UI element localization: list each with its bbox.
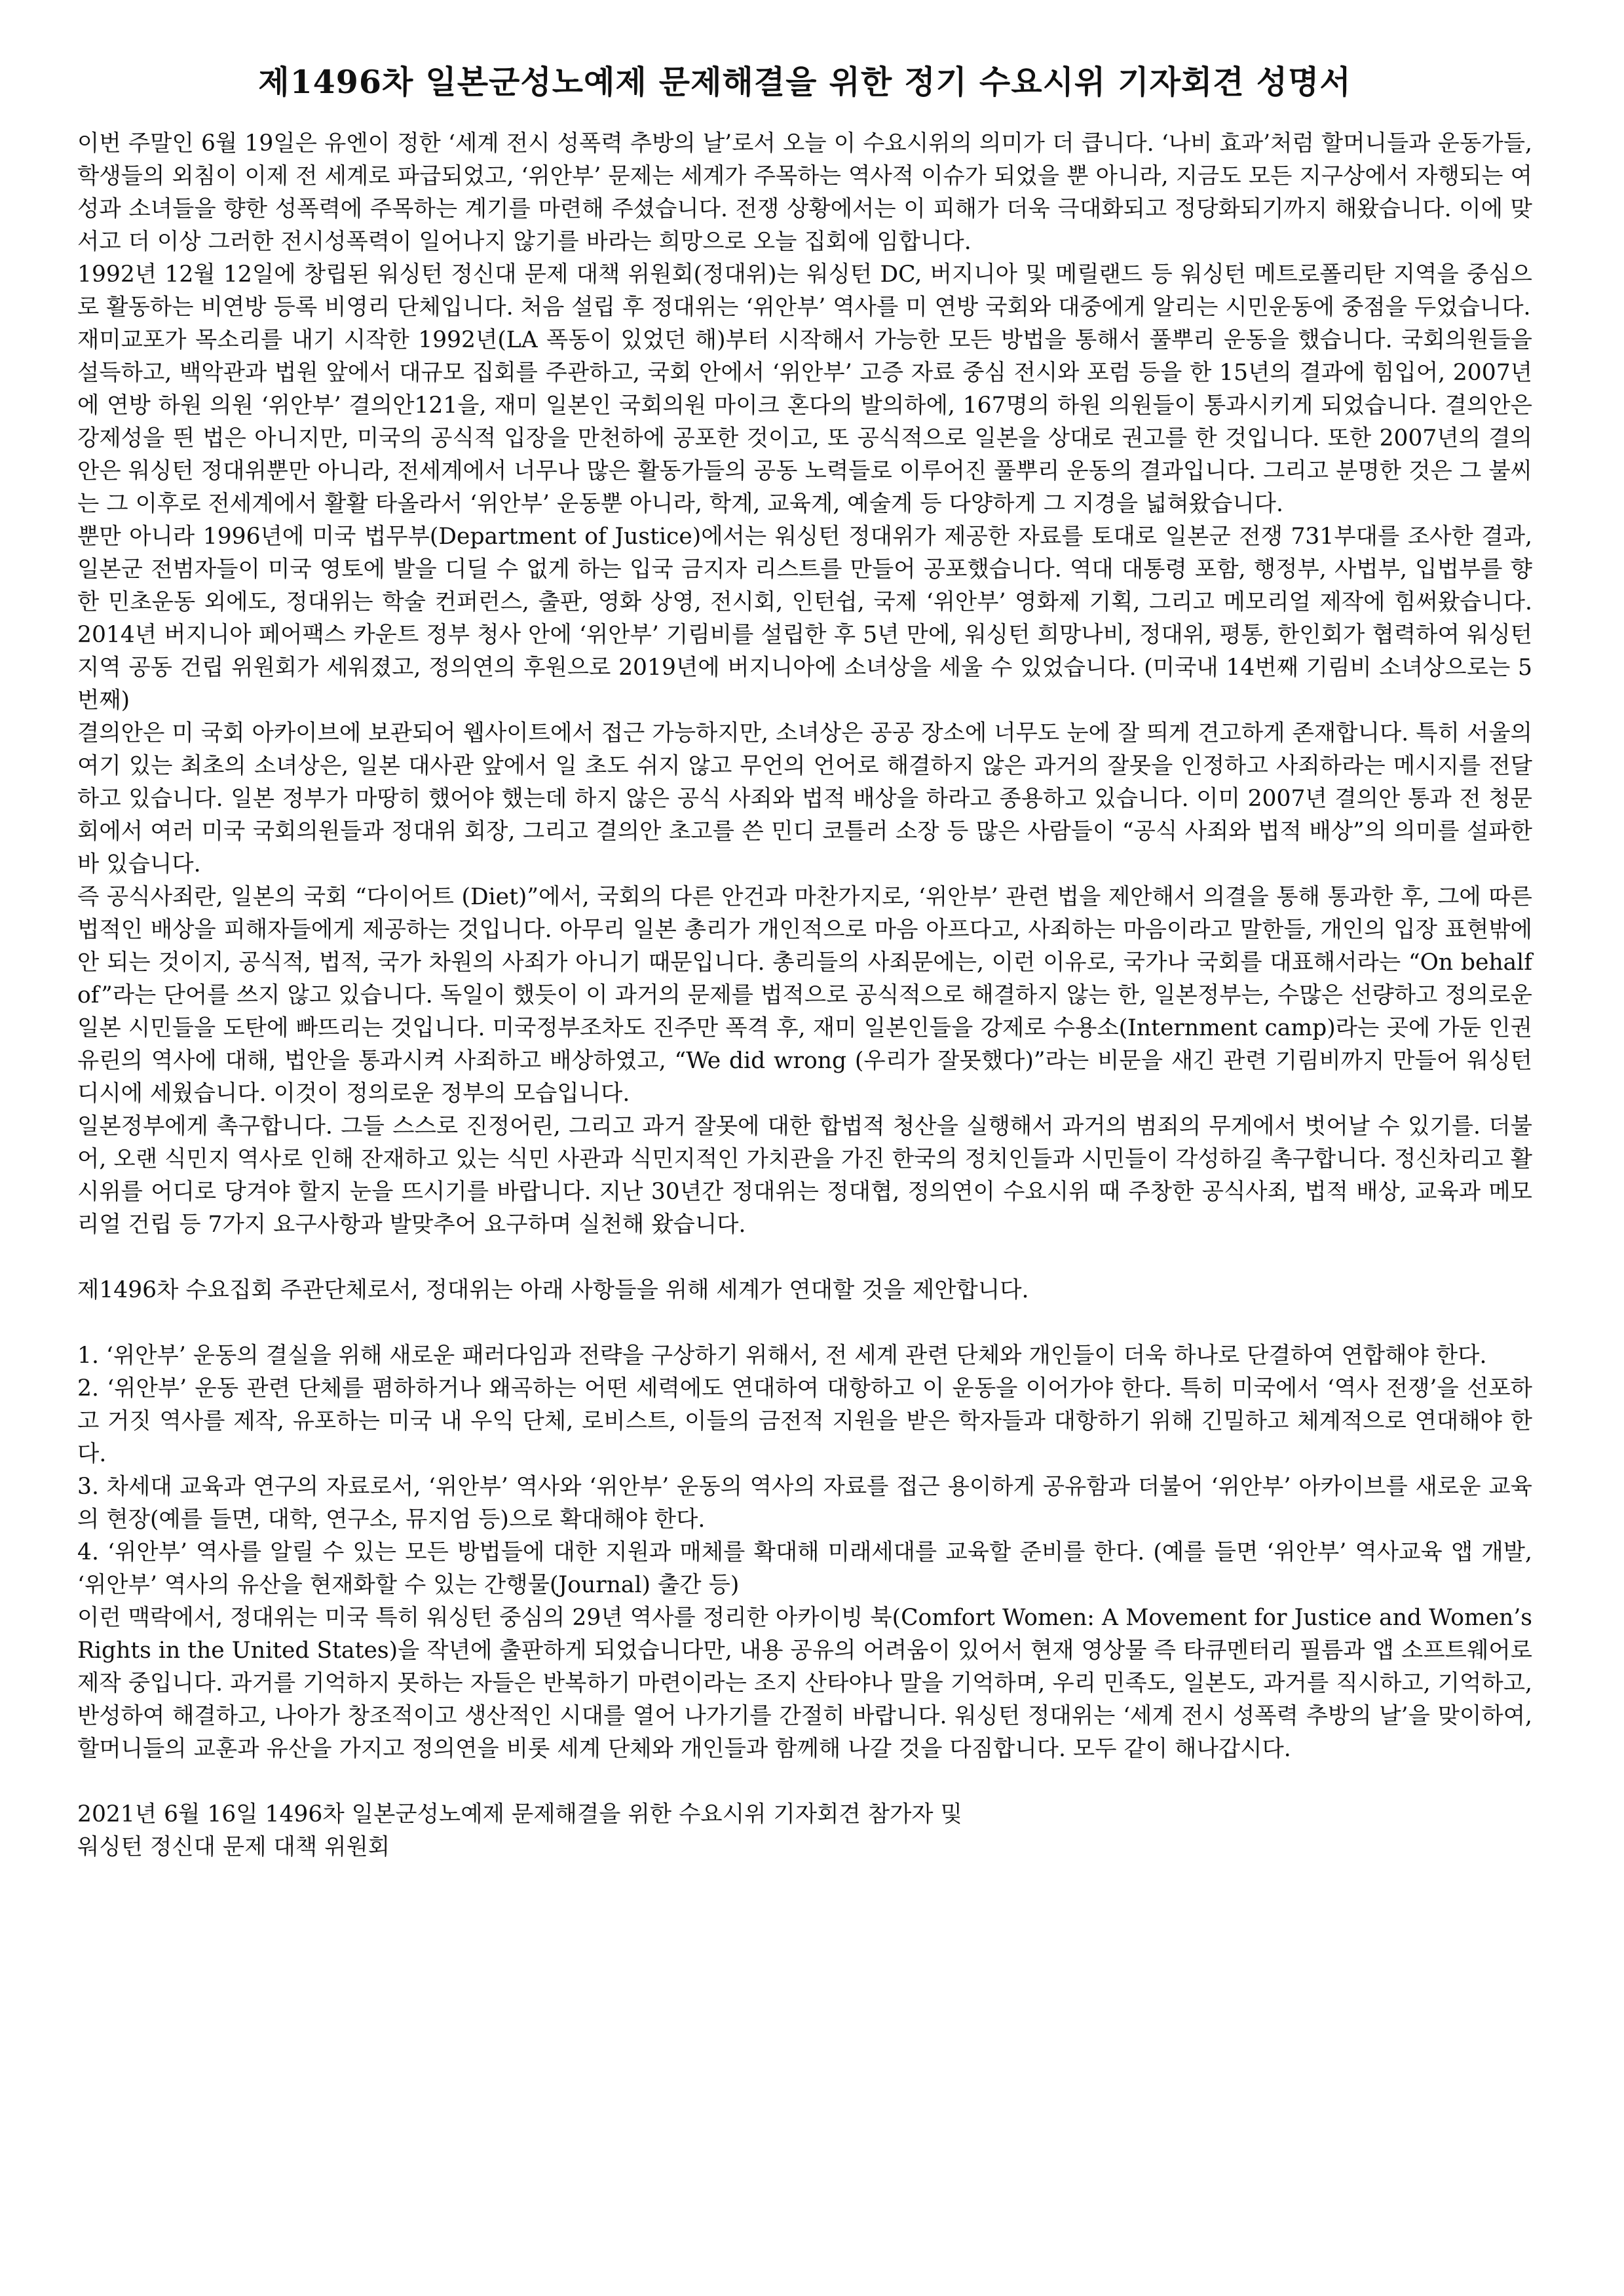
signature-line-organization: 워싱턴 정신대 문제 대책 위원회 (77, 1834, 390, 1861)
spacer (77, 1307, 1532, 1339)
proposal-item-1: 1. ‘위안부’ 운동의 결실을 위해 새로운 패러다임과 전략을 구상하기 위해서, 전 세계 관련 단체와 개인들이 더욱 하나로 단결하여 연합해야 한다. (77, 1343, 1487, 1369)
paragraph-statue: 결의안은 미 국회 아카이브에 보관되어 웹사이트에서 접근 가능하지만, 소녀상은 공공 장소에 너무도 눈에 잘 띄게 견고하게 존재합니다. 특히 서울의 여기 있는 최초의 소녀상은, 일본 대사관 앞에서 일 초도 쉬지 않고 무언의 언어로 해결하지 않은 과거의 잘못을 인정하고 사죄하라는 메시지를 전달하고 있습니다. 일본 정부가 마땅히 했어야 했는데 하지 않은 공식 사죄와 법적 배상을 하라고 종용하고 있습니다. 이미 2007년 결의안 통과 전 청문회에서 여러 미국 국회의원들과 정대위 회장, 그리고 결의안 초고를 쓴 민디 코틀러 소장 등 많은 사람들이 “공식 사죄와 법적 배상”의 의미를 설파한 바 있습니다. (77, 720, 1532, 878)
spacer (77, 1241, 1532, 1274)
document-title: 제1496차 일본군성노예제 문제해결을 위한 정기 수요시위 기자회견 성명서 (258, 63, 1351, 101)
paragraph-resolution: 재미교포가 목소리를 내기 시작한 1992년(LA 폭동이 있었던 해)부터 시작해서 가능한 모든 방법을 통해서 풀뿌리 운동을 했습니다. 국회의원들을 설득하고, 백악관과 법원 앞에서 대규모 집회를 주관하고, 국회 안에서 ‘위안부’ 고증 자료 중심 전시와 포럼 등을 한 15년의 결과에 힘입어, 2007년에 연방 하원 의원 ‘위안부’ 결의안121을, 재미 일본인 국회의원 마이크 혼다의 발의하에, 167명의 하원 의원들이 통과시키게 되었습니다. 결의안은 강제성을 띈 법은 아니지만, 미국의 공식적 입장을 만천하에 공포한 것이고, 또 공식적으로 일본을 상대로 권고를 한 것입니다. 또한 2007년의 결의안은 워싱턴 정대위뿐만 아니라, 전세계에서 너무나 많은 활동가들의 공동 노력들로 이루어진 풀뿌리 운동의 결과입니다. 그리고 분명한 것은 그 불씨는 그 이후로 전세계에서 활활 타올라서 ‘위안부’ 운동뿐 아니라, 학계, 교육계, 예술계 등 다양하게 그 지경을 넓혀왔습니다. (77, 327, 1532, 518)
paragraph-official-apology: 즉 공식사죄란, 일본의 국회 “다이어트 (Diet)”에서, 국회의 다른 안건과 마찬가지로, ‘위안부’ 관련 법을 제안해서 의결을 통해 통과한 후, 그에 따른 법적인 배상을 피해자들에게 제공하는 것입니다. 아무리 일본 총리가 개인적으로 마음 아프다고, 사죄하는 마음이라고 말한들, 개인의 입장 표현밖에 안 되는 것이지, 공식적, 법적, 국가 차원의 사죄가 아니기 때문입니다. 총리들의 사죄문에는, 이런 이유로, 국가나 국회를 대표해서라는 “On behalf of”라는 단어를 쓰지 않고 있습니다. 독일이 했듯이 이 과거의 문제를 법적으로 공식적으로 해결하지 않는 한, 일본정부는, 수많은 선량하고 정의로운 일본 시민들을 도탄에 빠뜨리는 것입니다. 미국정부조차도 진주만 폭격 후, 재미 일본인들을 강제로 수용소(Internment camp)라는 곳에 가둔 인권 유린의 역사에 대해, 법안을 통과시켜 사죄하고 배상하였고, “We did wrong (우리가 잘못했다)”라는 비문을 새긴 관련 기림비까지 만들어 워싱턴 디시에 세웠습니다. 이것이 정의로운 정부의 모습입니다. (77, 884, 1532, 1107)
proposal-item-2: 2. ‘위안부’ 운동 관련 단체를 폄하하거나 왜곡하는 어떤 세력에도 연대하여 대항하고 이 운동을 이어가야 한다. 특히 미국에서 ‘역사 전쟁’을 선포하고 거짓 역사를 제작, 유포하는 미국 내 우익 단체, 로비스트, 이들의 금전적 지원을 받은 학자들과 대항하기 위해 긴밀하고 체계적으로 연대해야 한다. (77, 1375, 1532, 1468)
spacer (77, 1765, 1532, 1798)
paragraph-intro: 이번 주말인 6월 19일은 유엔이 정한 ‘세계 전시 성폭력 추방의 날’로서 오늘 이 수요시위의 의미가 더 큽니다. ‘나비 효과’처럼 할머니들과 운동가들, 학생들의 외침이 이제 전 세계로 파급되었고, ‘위안부’ 문제는 세계가 주목하는 역사적 이슈가 되었을 뿐 아니라, 지금도 모든 지구상에서 자행되는 여성과 소녀들을 향한 성폭력에 주목하는 계기를 마련해 주셨습니다. 전쟁 상황에서는 이 피해가 더욱 극대화되고 정당화되기까지 해왔습니다. 이에 맞서고 더 이상 그러한 전시성폭력이 일어나지 않기를 바라는 희망으로 오늘 집회에 임합니다. (77, 130, 1532, 256)
paragraph-activities: 뿐만 아니라 1996년에 미국 법무부(Department of Justice)에서는 워싱턴 정대위가 제공한 자료를 토대로 일본군 전쟁 731부대를 조사한 결과, 일본군 전범자들이 미국 영토에 발을 디딜 수 없게 하는 입국 금지자 리스트를 만들어 공포했습니다. 역대 대통령 포함, 행정부, 사법부, 입법부를 향한 민초운동 외에도, 정대위는 학술 컨퍼런스, 출판, 영화 상영, 전시회, 인턴쉽, 국제 ‘위안부’ 영화제 기획, 그리고 메모리얼 제작에 힘써왔습니다. 2014년 버지니아 페어팩스 카운트 정부 청사 안에 ‘위안부’ 기림비를 설립한 후 5년 만에, 워싱턴 희망나비, 정대위, 평통, 한인회가 협력하여 워싱턴 지역 공동 건립 위원회가 세워졌고, 정의연의 후원으로 2019년에 버지니아에 소녀상을 세울 수 있었습니다. (미국내 14번째 기림비 소녀상으로는 5번째) (77, 524, 1532, 714)
paragraph-closing: 이런 맥락에서, 정대위는 미국 특히 워싱턴 중심의 29년 역사를 정리한 아카이빙 북(Comfort Women: A Movement for Justice and Women’s Rights in the United States)을 작년에 출판하게 되었습니다만, 내용 공유의 어려움이 있어서 현재 영상물 즉 타큐멘터리 필름과 앱 소프트웨어로 제작 중입니다. 과거를 기억하지 못하는 자들은 반복하기 마련이라는 조지 산타야나 말을 기억하며, 우리 민족도, 일본도, 과거를 직시하고, 기억하고, 반성하여 해결하고, 나아가 창조적이고 생산적인 시대를 열어 나가기를 간절히 바랍니다. 워싱턴 정대위는 ‘세계 전시 성폭력 추방의 날’을 맞이하여, 할머니들의 교훈과 유산을 가지고 정의연을 비롯 세계 단체와 개인들과 함께해 나갈 것을 다짐합니다. 모두 같이 해나갑시다. (77, 1605, 1532, 1763)
signature-line-date: 2021년 6월 16일 1496차 일본군성노예제 문제해결을 위한 수요시위 기자회견 참가자 및 (77, 1801, 962, 1828)
statement-body (77, 127, 1532, 1864)
proposal-item-3: 3. 차세대 교육과 연구의 자료로서, ‘위안부’ 역사와 ‘위안부’ 운동의 역사의 자료를 접근 용이하게 공유함과 더불어 ‘위안부’ 아카이브를 새로운 교육의 현장(예를 들면, 대학, 연구소, 뮤지엄 등)으로 확대해야 한다. (77, 1474, 1532, 1533)
proposal-intro: 제1496차 수요집회 주관단체로서, 정대위는 아래 사항들을 위해 세계가 연대할 것을 제안합니다. (77, 1277, 1029, 1304)
paragraph-demand: 일본정부에게 촉구합니다. 그들 스스로 진정어린, 그리고 과거 잘못에 대한 합법적 청산을 실행해서 과거의 범죄의 무게에서 벗어날 수 있기를. 더불어, 오랜 식민지 역사로 인해 잔재하고 있는 식민 사관과 식민지적인 가치관을 가진 한국의 정치인들과 시민들이 각성하길 촉구합니다. 정신차리고 활시위를 어디로 당겨야 할지 눈을 뜨시기를 바랍니다. 지난 30년간 정대위는 정대협, 정의연이 수요시위 때 주창한 공식사죄, 법적 배상, 교육과 메모리얼 건립 등 7가지 요구사항과 발맞추어 요구하며 실천해 왔습니다. (77, 1113, 1532, 1238)
paragraph-history: 1992년 12월 12일에 창립된 워싱턴 정신대 문제 대책 위원회(정대위)는 워싱턴 DC, 버지니아 및 메릴랜드 등 워싱턴 메트로폴리탄 지역을 중심으로 활동하는 비연방 등록 비영리 단체입니다. 처음 설립 후 정대위는 ‘위안부’ 역사를 미 연방 국회와 대중에게 알리는 시민운동에 중점을 두었습니다. (77, 261, 1532, 321)
proposal-item-4: 4. ‘위안부’ 역사를 알릴 수 있는 모든 방법들에 대한 지원과 매체를 확대해 미래세대를 교육할 준비를 한다. (예를 들면 ‘위안부’ 역사교육 앱 개발, ‘위안부’ 역사의 유산을 현재화할 수 있는 간행물(Journal) 출간 등) (77, 1539, 1532, 1599)
